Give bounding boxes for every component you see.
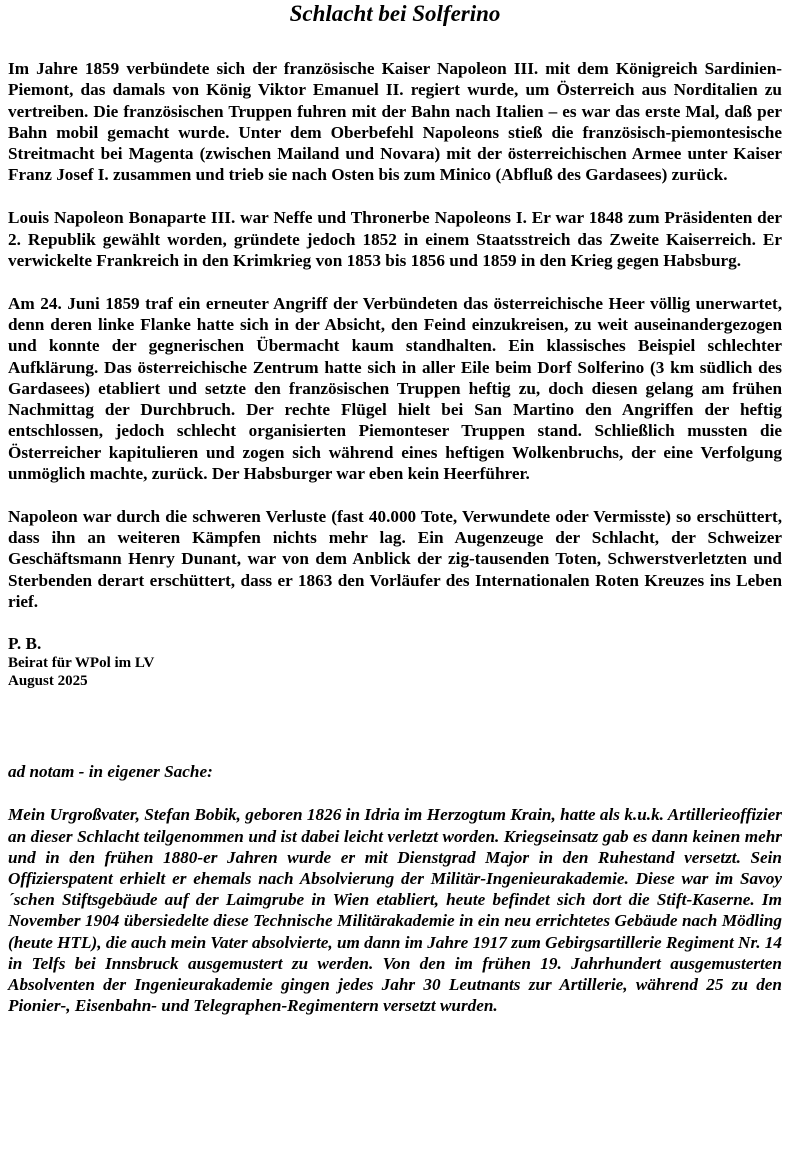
paragraph-aftermath: Napoleon war durch die schweren Verluste (fast 40.000 Tote, Verwundete oder Vermisste) so erschüttert, dass ihn an weiteren Kämpfen nichts mehr lag. Ein Augenzeuge der Schlacht, der Schweizer Geschäftsmann Henry Dunant, war von dem Anblick der zig-tausenden Toten, Schwerstverletzten und Sterbenden derart erschüttert, dass er 1863 den Vorläufer des Internationalen Roten Kreuzes ins Leben rief.: [8, 506, 782, 612]
paragraph-alliance: Im Jahre 1859 verbündete sich der französische Kaiser Napoleon III. mit dem Königreich Sardinien-Piemont, das damals von König Viktor Emanuel II. regiert wurde, um Österreich aus Norditalien zu vertreiben. Die französischen Truppen fuhren mit der Bahn nach Italien – es war das erste Mal, daß per Bahn mobil gemacht wurde. Unter dem Oberbefehl Napoleons stieß die französisch-piemontesische Streitmacht bei Magenta (zwischen Mailand und Novara) mit der österreichischen Armee unter Kaiser Franz Josef I. zusammen und trieb sie nach Osten bis zum Minico (Abfluß des Gardasees) zurück.: [8, 59, 782, 185]
document-title: Schlacht bei Solferino: [289, 1, 501, 26]
signature-initials: P. B.: [8, 634, 42, 654]
signature-date: August 2025: [8, 673, 88, 690]
note-heading: ad notam - in eigener Sache:: [8, 762, 213, 782]
signature-block: [8, 633, 782, 690]
paragraph-battle: Am 24. Juni 1859 traf ein erneuter Angriff der Verbündeten das österreichische Heer völlig unerwartet, denn deren linke Flanke hatte sich in der Absicht, den Feind einzukreisen, zu weit auseinandergezogen und konnte der gegnerischen Übermacht kaum standhalten. Ein klassisches Beispiel schlechter Aufklärung. Das österreichische Zentrum hatte sich in aller Eile beim Dorf Solferino (3 km südlich des Gardasees) etabliert und setzte den französischen Truppen heftig zu, doch diesen gelang am frühen Nachmittag der Durchbruch. Der rechte Flügel hielt bei San Martino den Angriffen der heftig entschlossen, jedoch schlecht organisierten Piemonteser Truppen stand. Schließlich mussten die Österreicher kapitulieren und zogen sich während eines heftigen Wolkenbruchs, der eine Verfolgung unmöglich machte, zurück. Der Habsburger war eben kein Heerführer.: [8, 293, 782, 484]
signature-role: Beirat für WPol im LV: [8, 655, 155, 672]
document-page: [8, 0, 782, 1016]
paragraph-napoleon-bio: Louis Napoleon Bonaparte III. war Neffe und Thronerbe Napoleons I. Er war 1848 zum Präsidenten der 2. Republik gewählt worden, gründete jedoch 1852 in einem Staatsstreich das Zweite Kaiserreich. Er verwickelte Frankreich in den Krimkrieg von 1853 bis 1856 und 1859 in den Krieg gegen Habsburg.: [8, 208, 782, 270]
note-text: Mein Urgroßvater, Stefan Bobik, geboren 1826 in Idria im Herzogtum Krain, hatte als k.u.k. Artillerieoffizier an dieser Schlacht teilgenommen und ist dabei leicht verletzt worden. Kriegseinsatz gab es dann keinen mehr und in den frühen 1880-er Jahren wurde er mit Dienstgrad Major in den Ruhestand versetzt. Sein Offizierspatent erhielt er ehemals nach Absolvierung der Militär-Ingenieurakademie. Diese war im Savoy´schen Stiftsgebäude auf der Laimgrube in Wien etabliert, heute befindet sich dort die Stift-Kaserne. Im November 1904 übersiedelte diese Technische Militärakademie in ein neu errichtetes Gebäude nach Mödling (heute HTL), die auch mein Vater absolvierte, um dann im Jahre 1917 zum Gebirgsartillerie Regiment Nr. 14 in Telfs bei Innsbruck ausgemustert zu werden. Von den im frühen 19. Jahrhundert ausgemusterten Absolventen der Ingenieurakademie gingen jedes Jahr 30 Leutnants zur Artillerie, während 25 zu den Pionier-, Eisenbahn- und Telegraphen-Regimentern versetzt wurden.: [8, 805, 782, 1016]
